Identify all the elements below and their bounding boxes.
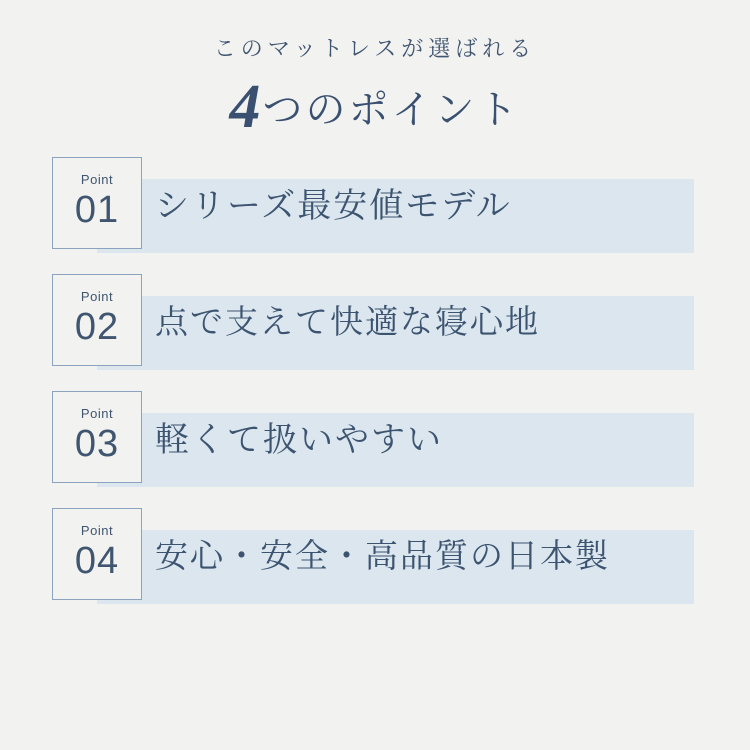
point-text: シリーズ最安値モデル [155, 188, 512, 225]
point-badge [52, 274, 142, 366]
list-item [0, 508, 750, 604]
point-badge-number: 03 [74, 422, 120, 465]
heading-number: 4 [229, 73, 261, 141]
page-title [0, 69, 750, 147]
point-badge [52, 391, 142, 483]
list-item [0, 157, 750, 253]
point-badge-word: Point [80, 171, 114, 187]
heading-block [0, 0, 750, 147]
heading-main-rest: つのポイント [262, 87, 521, 132]
point-badge [52, 157, 142, 249]
point-text: 点で支えて快適な寝心地 [155, 305, 540, 341]
list-item [0, 391, 750, 487]
point-badge-word: Point [80, 405, 114, 421]
point-text: 安心・安全・高品質の日本製 [155, 539, 610, 575]
point-badge-word: Point [80, 522, 114, 538]
point-badge-number: 04 [74, 539, 120, 582]
heading-kicker: このマットレスが選ばれる [213, 36, 537, 61]
point-badge-number: 01 [74, 188, 120, 231]
list-item [0, 274, 750, 370]
point-badge-word: Point [80, 288, 114, 304]
point-text: 軽くて扱いやすい [155, 422, 443, 459]
point-badge-number: 02 [74, 305, 120, 348]
point-badge [52, 508, 142, 600]
points-list [0, 157, 750, 604]
